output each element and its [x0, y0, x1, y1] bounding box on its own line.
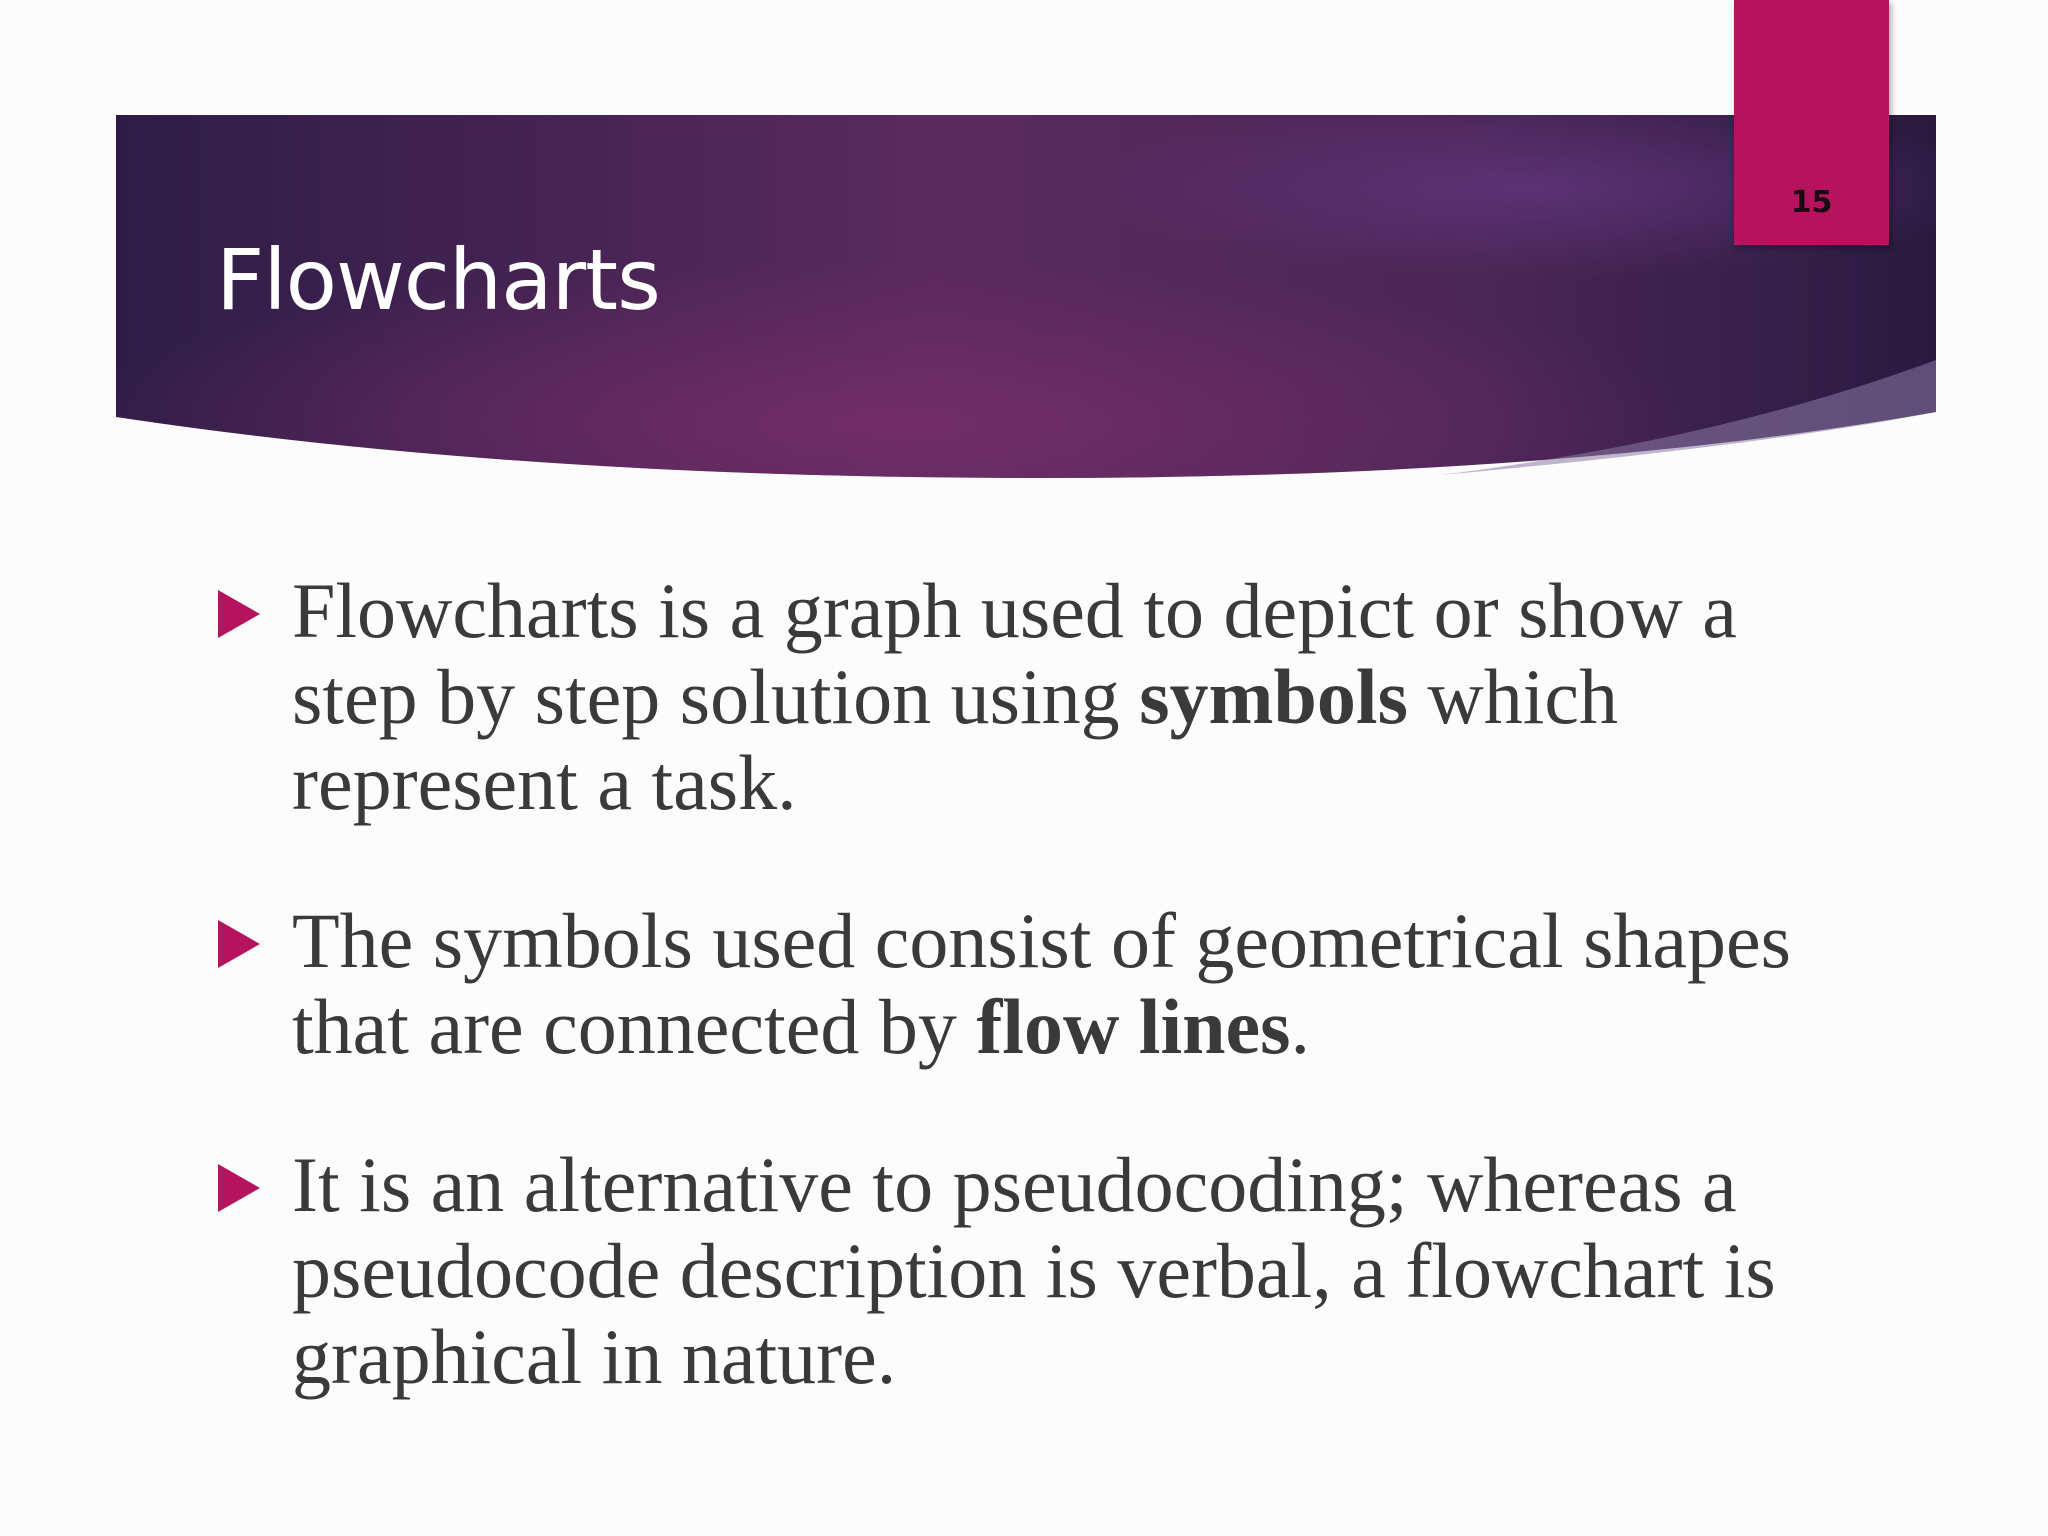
bullet-item [216, 568, 1856, 826]
bullet-bold-term: symbols [1139, 653, 1408, 740]
bullet-list [216, 568, 1856, 1400]
triangle-right-icon [218, 1164, 260, 1212]
page-number: 15 [1790, 185, 1833, 220]
page-number-tab [1734, 0, 1889, 245]
triangle-right-icon [218, 920, 260, 968]
bullet-text-segment: The symbols used consist of geometrical shapes that are connected by [292, 897, 1792, 1070]
bullet-item [216, 898, 1856, 1070]
bullet-item [216, 1142, 1856, 1400]
bullet-text-segment: . [1290, 983, 1310, 1070]
bullet-text-segment: Flowcharts is a graph used to depict or show a step by step solution using [292, 567, 1737, 740]
slide-title: Flowcharts [216, 231, 660, 329]
bullet-text [292, 898, 1856, 1070]
triangle-right-icon [218, 590, 260, 638]
bullet-text [292, 1142, 1856, 1400]
bullet-text-segment: which represent a task. [292, 653, 1619, 826]
bullet-text [292, 568, 1856, 826]
bullet-text-segment: It is an alternative to pseudocoding; whereas a pseudocode description is verbal, a flowchart is graphical in nature. [292, 1141, 1776, 1400]
bullet-bold-term: flow lines [976, 983, 1291, 1070]
